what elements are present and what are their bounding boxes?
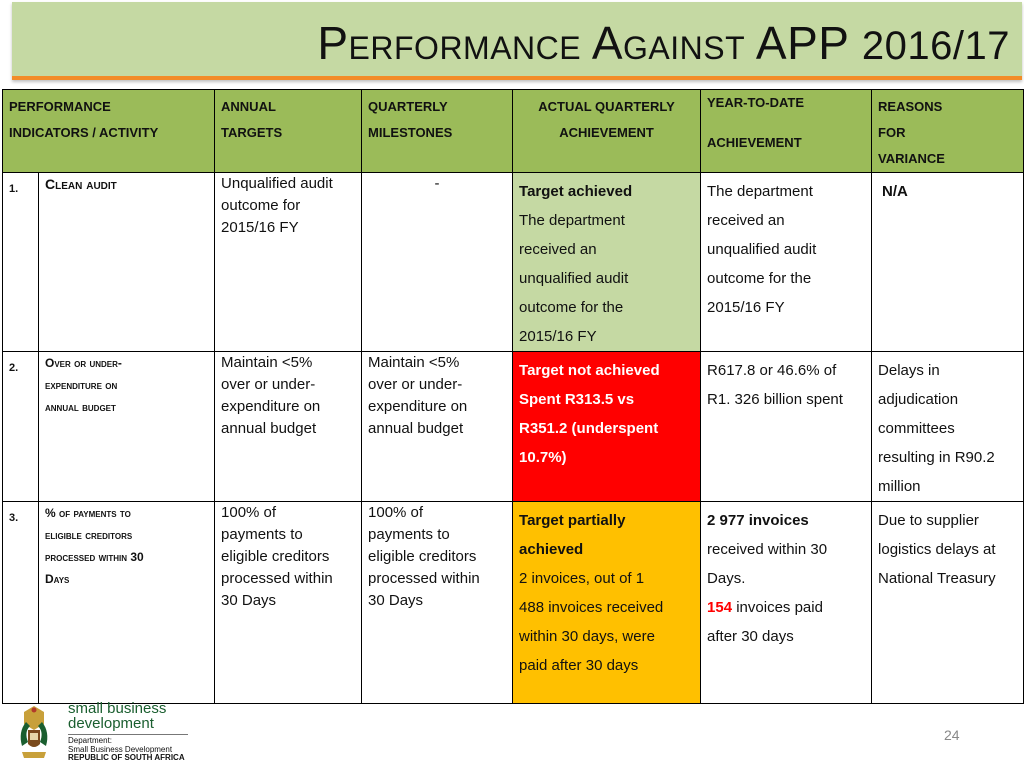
actual-line: The department xyxy=(519,212,625,229)
actual-line: 10.7%) xyxy=(519,449,567,466)
reason-line: logistics delays at xyxy=(878,541,996,558)
ytd-achievement-cell xyxy=(701,502,872,704)
indicator-line: expenditure on xyxy=(45,378,118,392)
reason-line: National Treasury xyxy=(878,570,996,587)
annual-target-line: Maintain <5% xyxy=(221,354,313,371)
header-quarterly xyxy=(362,90,513,173)
annual-target-line: over or under- xyxy=(221,376,316,393)
header-row xyxy=(3,90,1024,173)
status-label: achieved xyxy=(519,541,584,558)
header-quarterly-line2: MILESTONES xyxy=(368,125,453,140)
annual-target-cell: Unqualified audit outcome for 2015/16 FY xyxy=(215,173,362,352)
milestone-line: 30 Days xyxy=(368,592,424,609)
ytd-achievement-cell xyxy=(701,352,872,502)
ytd-line: after 30 days xyxy=(707,628,794,645)
actual-line: outcome for the xyxy=(519,299,624,316)
milestone-line: 100% of xyxy=(368,504,424,521)
coat-of-arms-icon xyxy=(14,702,54,762)
indicator-line: annual budget xyxy=(45,400,116,414)
ytd-achievement-cell xyxy=(701,173,872,352)
status-label: Target not achieved xyxy=(519,362,660,379)
quarterly-milestone-cell xyxy=(362,352,513,502)
title-text: Performance Against APP xyxy=(317,17,849,69)
header-actual-line1: ACTUAL QUARTERLY xyxy=(538,99,675,114)
page-number: 24 xyxy=(944,727,960,743)
header-actual-line2: ACHIEVEMENT xyxy=(559,125,654,140)
header-annual xyxy=(215,90,362,173)
milestone-line: Maintain <5% xyxy=(368,354,460,371)
header-indicator-line2: INDICATORS / ACTIVITY xyxy=(9,125,159,140)
milestone-line: processed within xyxy=(368,570,480,587)
header-reasons-line1: REASONS xyxy=(878,99,943,114)
department-logo xyxy=(10,700,200,762)
ytd-line: received an xyxy=(707,212,785,229)
indicator-cell xyxy=(39,352,215,502)
indicator-cell xyxy=(39,502,215,704)
header-reasons-line2: FOR xyxy=(878,125,906,140)
milestone-line: over or under- xyxy=(368,376,463,393)
logo-text-line4: Small Business Development xyxy=(68,745,173,754)
ytd-line: The department xyxy=(707,183,813,200)
indicator-line: eligible creditors xyxy=(45,528,133,542)
actual-line: unqualified audit xyxy=(519,270,629,287)
reason-cell xyxy=(872,352,1024,502)
logo-divider xyxy=(68,734,188,735)
annual-target-line: processed within xyxy=(221,570,333,587)
reason-line: resulting in R90.2 xyxy=(878,449,995,466)
header-quarterly-line1: QUARTERLY xyxy=(368,99,448,114)
table-row xyxy=(3,352,1024,502)
reason-line: million xyxy=(878,478,921,495)
annual-target-line: eligible creditors xyxy=(221,548,330,565)
milestone-line: annual budget xyxy=(368,420,464,437)
reason-cell xyxy=(872,502,1024,704)
actual-line: received an xyxy=(519,241,597,258)
performance-table xyxy=(2,89,1024,704)
logo-text-line3: Department: xyxy=(68,736,113,745)
ytd-line xyxy=(707,593,865,622)
actual-achievement-cell xyxy=(513,173,701,352)
ytd-text: invoices paid xyxy=(732,599,823,616)
late-invoice-count: 154 xyxy=(707,599,733,616)
actual-line: 2015/16 FY xyxy=(519,328,597,345)
status-label: Target partially xyxy=(519,512,626,529)
milestone-line: expenditure on xyxy=(368,398,468,415)
ytd-line: received within 30 xyxy=(707,541,828,558)
slide-title xyxy=(317,16,1010,73)
quarterly-milestone-cell: - xyxy=(362,173,513,352)
milestone-line: eligible creditors xyxy=(368,548,477,565)
ytd-line: R617.8 or 46.6% of xyxy=(707,362,837,379)
header-annual-line2: TARGETS xyxy=(221,125,283,140)
annual-target-line: expenditure on xyxy=(221,398,321,415)
actual-line: paid after 30 days xyxy=(519,657,639,674)
indicator-line: Days xyxy=(45,572,70,586)
annual-target-cell xyxy=(215,352,362,502)
reason-cell: N/A xyxy=(872,173,1024,352)
annual-target-line: 30 Days xyxy=(221,592,277,609)
logo-text-line5: REPUBLIC OF SOUTH AFRICA xyxy=(68,753,185,762)
header-reasons-line3: VARIANCE xyxy=(878,151,945,166)
header-indicator-line1: PERFORMANCE xyxy=(9,99,111,114)
ytd-line: 2 977 invoices xyxy=(707,512,809,529)
ytd-line: outcome for the xyxy=(707,270,812,287)
header-indicator xyxy=(3,90,215,173)
quarterly-milestone-cell xyxy=(362,502,513,704)
actual-line: Spent R313.5 vs xyxy=(519,391,635,408)
actual-line: 2 invoices, out of 1 xyxy=(519,570,645,587)
table-row xyxy=(3,173,1024,352)
actual-line: R351.2 (underspent xyxy=(519,420,659,437)
indicator-line: Over or under- xyxy=(45,356,122,370)
row-number: 2. xyxy=(3,352,39,502)
header-ytd-line2: ACHIEVEMENT xyxy=(707,135,802,150)
header-annual-line1: ANNUAL xyxy=(221,99,276,114)
reason-line: adjudication xyxy=(878,391,959,408)
annual-target-line: annual budget xyxy=(221,420,317,437)
annual-target-line: 100% of xyxy=(221,504,277,521)
indicator-line: processed within 30 xyxy=(45,550,144,564)
reason-line: Due to supplier xyxy=(878,512,979,529)
row-number: 1. xyxy=(3,173,39,352)
reason-line: Delays in xyxy=(878,362,940,379)
indicator-text: Clean audit xyxy=(45,176,117,192)
actual-achievement-cell xyxy=(513,352,701,502)
row-number: 3. xyxy=(3,502,39,704)
actual-line: 488 invoices received xyxy=(519,599,664,616)
table-row xyxy=(3,502,1024,704)
annual-target-cell xyxy=(215,502,362,704)
ytd-line: 2015/16 FY xyxy=(707,299,785,316)
logo-text-line2: development xyxy=(68,715,154,732)
header-ytd xyxy=(701,90,872,173)
header-reasons xyxy=(872,90,1024,173)
ytd-line: R1. 326 billion spent xyxy=(707,391,843,408)
title-band xyxy=(12,2,1022,80)
milestone-line: payments to xyxy=(368,526,450,543)
reason-line: committees xyxy=(878,420,955,437)
logo-text-line1: small business xyxy=(68,700,167,717)
annual-target-line: payments to xyxy=(221,526,303,543)
header-ytd-line1: YEAR-TO-DATE xyxy=(707,95,805,110)
indicator-line: % of payments to xyxy=(45,506,131,520)
header-actual xyxy=(513,90,701,173)
actual-achievement-cell xyxy=(513,502,701,704)
title-year: 2016/17 xyxy=(861,24,1010,68)
actual-line: within 30 days, were xyxy=(519,628,655,645)
indicator-cell xyxy=(39,173,215,352)
ytd-line: unqualified audit xyxy=(707,241,817,258)
status-label: Target achieved xyxy=(519,183,633,200)
ytd-line: Days. xyxy=(707,570,746,587)
